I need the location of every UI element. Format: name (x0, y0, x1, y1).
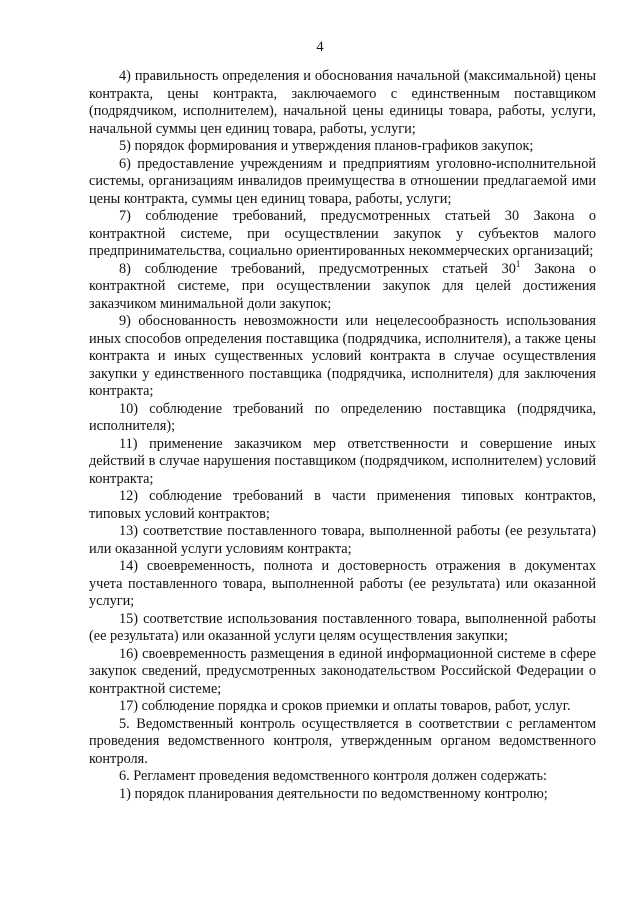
item-16-paragraph: 16) своевременность размещения в единой информационной системе в сфере закупок сведений, предусмотренных законодательством Российской Федерации о контрактной системе; (89, 645, 596, 697)
item-8-text-start: 8) соблюдение требований, предусмотренных статьей 30 (119, 260, 516, 277)
item-8-paragraph (89, 258, 597, 314)
document-body (89, 68, 596, 803)
item-6-paragraph: 6) предоставление учреждениям и предприятиям уголовно-исполнительной системы, организациям инвалидов преимущества в отношении предлагаемой ими цены контракта, суммы цен единиц товара, работы, услуги; (89, 155, 596, 207)
item-11-paragraph: 11) применение заказчиком мер ответственности и совершение иных действий в случае нарушения поставщиком (подрядчиком, исполнителем) условий контракта; (89, 435, 596, 487)
item-8-superscript: 1 (515, 258, 521, 269)
item-9-paragraph: 9) обоснованность невозможности или нецелесообразность использования иных способов определения поставщика (подрядчика, исполнителя), а также цены контракта и иных существенных условий контракта в случае осуществления закупки у единственного поставщика (подрядчика, исполнителя) для заключения контракта; (89, 313, 596, 399)
item-14-paragraph: 14) своевременность, полнота и достоверность отражения в документах учета поставленного товара, выполненной работы (ее результата) или оказанной услуги; (89, 558, 596, 609)
section-6-paragraph: 6. Регламент проведения ведомственного контроля должен содержать: (119, 768, 547, 784)
item-5-paragraph: 5) порядок формирования и утверждения планов-графиков закупок; (119, 138, 534, 154)
page-number: 4 (316, 39, 324, 55)
item-7-paragraph: 7) соблюдение требований, предусмотренных статьей 30 Закона о контрактной системе, при осуществлении закупок у субъектов малого предпринимательства, социально ориентированных некоммерческих организаций; (89, 208, 596, 259)
item-8-text-end: Закона о контрактной системе, при осуществлении закупок для целей достижения заказчиком минимальной доли закупок; (89, 260, 597, 312)
item-12-paragraph: 12) соблюдение требований в части применения типовых контрактов, типовых условий контрактов; (89, 488, 596, 522)
item-10-paragraph: 10) соблюдение требований по определению поставщика (подрядчика, исполнителя); (89, 400, 596, 434)
item-13-paragraph: 13) соответствие поставленного товара, выполненной работы (ее результата) или оказанной услуги условиям контракта; (89, 523, 596, 557)
section-5-paragraph: 5. Ведомственный контроль осуществляется в соответствии с регламентом проведения ведомственного контроля, утвержденным органом ведомственного контроля. (89, 715, 596, 767)
item-15-paragraph: 15) соответствие использования поставленного товара, выполненной работы (ее результата) или оказанной услуги целям осуществления закупки; (89, 610, 596, 644)
item-17-paragraph: 17) соблюдение порядка и сроков приемки и оплаты товаров, работ, услуг. (119, 698, 571, 714)
section-6-item-1-paragraph: 1) порядок планирования деятельности по ведомственному контролю; (119, 785, 548, 802)
item-4-paragraph: 4) правильность определения и обоснования начальной (максимальной) цены контракта, цены контракта, заключаемого с единственным поставщиком (подрядчиком, исполнителем), начальной цены единицы товара, работы, услуги, начальной суммы цен единиц товара, работы, услуги; (89, 68, 596, 137)
